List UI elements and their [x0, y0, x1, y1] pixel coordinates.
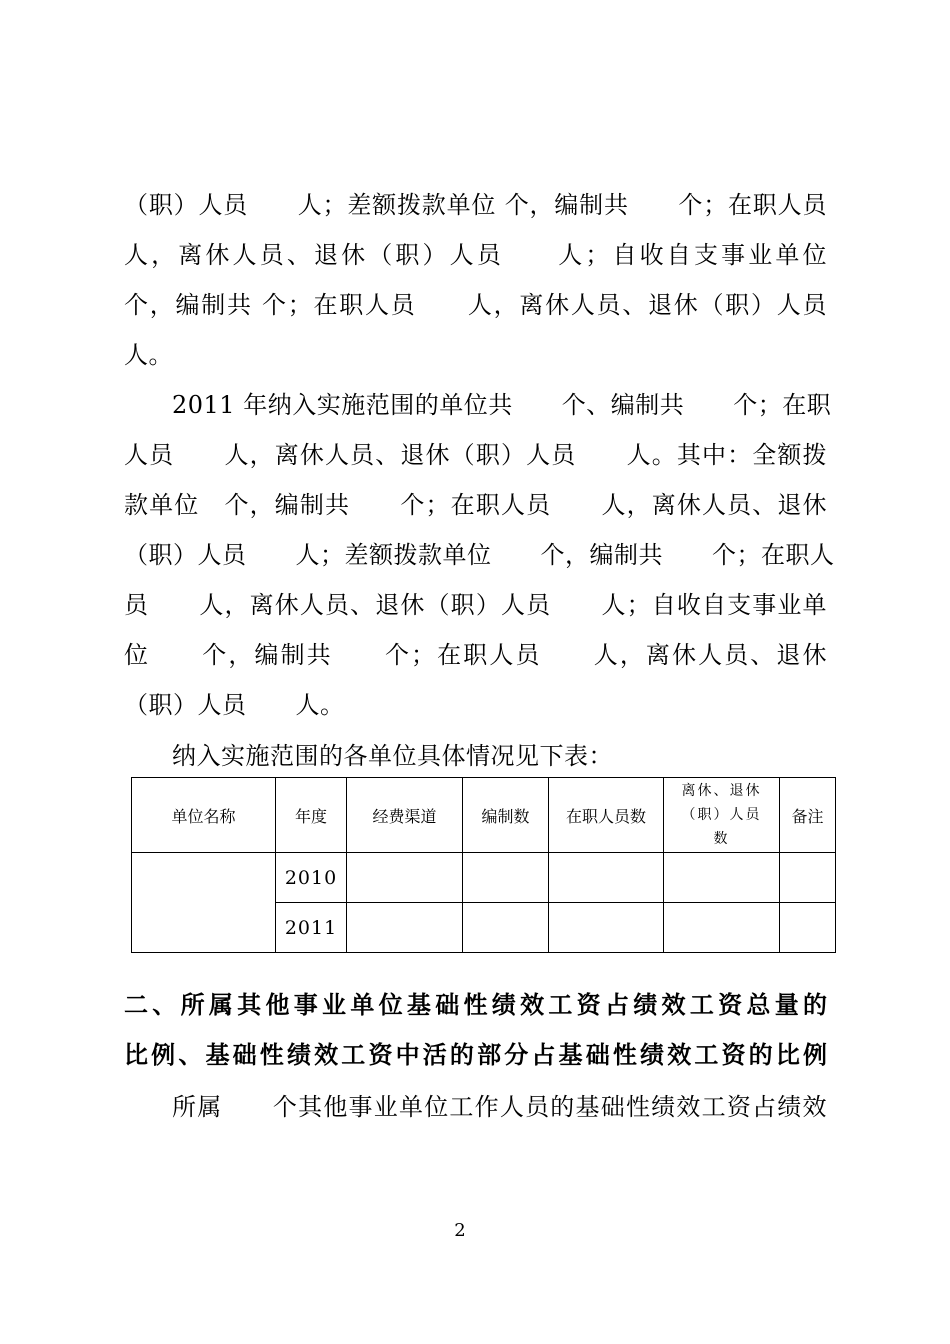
paragraph-line: （职）人员 人。 [124, 691, 345, 719]
table-row [132, 853, 836, 903]
paragraph-line: 人。 [124, 341, 173, 369]
paragraph-line: 人员 人，离休人员、退休（职）人员 人。其中：全额拨 [124, 441, 827, 469]
header-retired-line: 数 [713, 831, 730, 847]
year-cell: 2010 [276, 853, 347, 903]
page-number: 2 [454, 1220, 466, 1241]
header-remarks: 备注 [780, 778, 836, 853]
header-retired-staff [664, 778, 780, 853]
header-staff-quota: 编制数 [463, 778, 549, 853]
header-retired-line: （职）人员 [681, 807, 762, 823]
unit-info-table [131, 777, 836, 953]
header-unit-name: 单位名称 [132, 778, 276, 853]
header-active-staff: 在职人员数 [549, 778, 664, 853]
table-cell [780, 903, 836, 953]
table-cell [664, 853, 780, 903]
paragraph-line: 所属 个其他事业单位工作人员的基础性绩效工资占绩效 [172, 1093, 827, 1121]
table-cell [549, 853, 664, 903]
paragraph-line: 人，离休人员、退休（职）人员 人；自收自支事业单位 [124, 241, 827, 269]
paragraph-line: 个，编制共 个；在职人员 人，离休人员、退休（职）人员 [124, 291, 827, 319]
table-cell [780, 853, 836, 903]
unit-name-cell [132, 853, 276, 953]
header-year: 年度 [276, 778, 347, 853]
table-cell [463, 903, 549, 953]
paragraph-line: 位 个，编制共 个；在职人员 人，离休人员、退休 [124, 641, 827, 669]
table-cell [347, 903, 463, 953]
paragraph-line: （职）人员 人；差额拨款单位 个，编制共 个；在职人员 [124, 191, 827, 219]
table-cell [463, 853, 549, 903]
table-cell [664, 903, 780, 953]
table-cell [549, 903, 664, 953]
paragraph-line: （职）人员 人；差额拨款单位 个，编制共 个；在职人 [124, 541, 835, 569]
section-heading: 比例、基础性绩效工资中活的部分占基础性绩效工资的比例 [124, 1041, 827, 1069]
table-intro: 纳入实施范围的各单位具体情况见下表： [172, 742, 613, 770]
paragraph-line: 员 人，离休人员、退休（职）人员 人；自收自支事业单 [124, 591, 827, 619]
section-heading: 二、所属其他事业单位基础性绩效工资占绩效工资总量的 [124, 991, 827, 1019]
paragraph-line: 款单位 个，编制共 个；在职人员 人，离休人员、退休 [124, 491, 827, 519]
table-cell [347, 853, 463, 903]
header-funding-channel: 经费渠道 [347, 778, 463, 853]
paragraph-line: 2011 年纳入实施范围的单位共 个、编制共 个；在职 [172, 391, 832, 419]
year-cell: 2011 [276, 903, 347, 953]
header-retired-line: 离休、退休 [681, 783, 762, 799]
table-header-row [132, 778, 836, 853]
